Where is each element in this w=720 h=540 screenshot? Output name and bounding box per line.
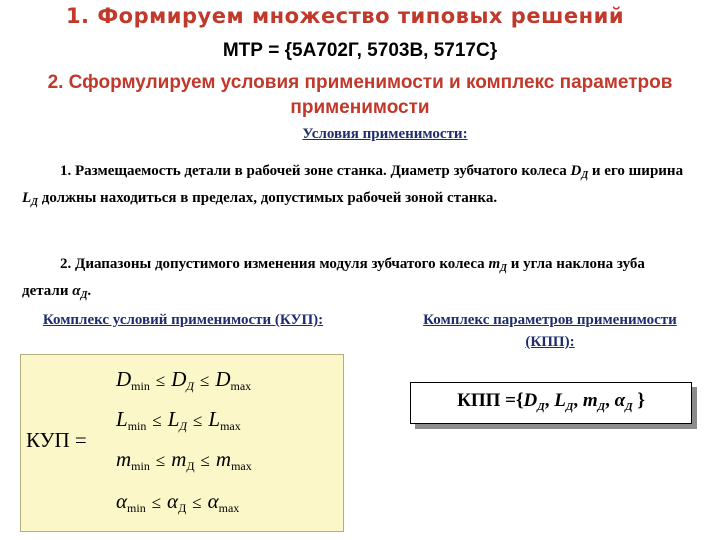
heading-step-1: 1. Формируем множество типовых решений: [65, 4, 625, 28]
row-le: ≤: [155, 371, 166, 390]
kup-row-diameter: [116, 367, 251, 394]
para2-text-a: 2. Диапазоны допустимого изменения модуля зубчатого колеса: [60, 256, 489, 272]
kpp-sep: ,: [544, 390, 555, 411]
kpp-var: L: [554, 390, 566, 411]
para2-text-b: и угла наклона зуба детали: [22, 256, 645, 299]
kpp-var: D: [523, 390, 538, 411]
para1-sub-d: Д: [581, 170, 589, 181]
kpp-sep: ,: [605, 390, 615, 411]
row-min: min: [131, 379, 150, 393]
row-var: L: [116, 407, 128, 431]
kpp-sep: ,: [573, 390, 583, 411]
row-le: ≤: [200, 451, 210, 470]
row-max: max: [220, 419, 241, 433]
kpp-suffix: }: [637, 390, 645, 411]
row-le: ≤: [200, 371, 210, 390]
kpp-sub: Д: [537, 401, 545, 413]
kpp-prefix: КПП ={: [457, 390, 524, 411]
condition-paragraph-1: [22, 160, 692, 214]
kpp-var: m: [582, 390, 598, 411]
para2-var-m: m: [488, 256, 501, 272]
row-var: D: [116, 367, 132, 391]
row-le: ≤: [151, 493, 162, 512]
kup-row-width: [116, 407, 241, 434]
para1-sub-l: Д: [31, 197, 39, 208]
para2-sub-m: Д: [500, 263, 507, 274]
kup-row-angle: [116, 489, 239, 516]
row-max: max: [218, 501, 240, 515]
row-min: min: [131, 459, 150, 473]
conditions-title: Условия применимости:: [302, 126, 468, 142]
row-max: max: [231, 459, 252, 473]
row-var: D: [171, 367, 187, 391]
para1-var-d: D: [570, 163, 582, 179]
row-le: ≤: [152, 411, 162, 430]
row-var: m: [116, 447, 132, 471]
kup-title: Комплекс условий применимости (КУП):: [42, 312, 324, 328]
para2-var-alpha: α: [72, 283, 81, 299]
condition-paragraph-2: [22, 253, 692, 307]
para1-text-a: 1. Размещаемость детали в рабочей зоне станка. Диаметр зубчатого колеса: [60, 163, 571, 179]
para2-sub-alpha: Д: [80, 290, 88, 301]
kpp-formula: [410, 390, 692, 413]
row-sub: Д: [186, 379, 194, 393]
kup-row-module: [116, 447, 252, 474]
row-max: max: [230, 379, 252, 393]
row-var: L: [167, 407, 180, 431]
row-sub: Д: [186, 459, 195, 473]
para1-var-l: L: [22, 190, 32, 206]
row-le: ≤: [192, 493, 202, 512]
row-var: m: [215, 447, 232, 471]
row-le: ≤: [155, 451, 166, 470]
para2-text-c: .: [87, 283, 92, 299]
row-var: α: [116, 489, 128, 513]
row-sub: Д: [179, 419, 188, 433]
row-le: ≤: [193, 411, 203, 430]
heading-step-2: 2. Сформулируем условия применимости и комплекс параметров применимости: [47, 72, 673, 118]
kpp-title: Комплекс параметров применимости (КПП):: [423, 312, 677, 350]
row-var: D: [215, 367, 231, 391]
kpp-var: α: [614, 390, 626, 411]
row-var: m: [171, 447, 187, 471]
kpp-sub: Д: [625, 401, 633, 413]
para1-text-c: должны находиться в пределах, допустимых рабочей зоной станка.: [38, 190, 498, 206]
para1-text-b: и его ширина: [588, 163, 684, 179]
row-sub: Д: [178, 501, 187, 515]
row-min: min: [127, 501, 146, 515]
row-var: α: [207, 489, 219, 513]
kpp-sub: Д: [597, 401, 606, 413]
row-min: min: [127, 419, 147, 433]
mtp-set-line: МТР = {5А702Г, 5703В, 5717С}: [222, 40, 498, 61]
kup-label: КУП =: [26, 428, 87, 452]
row-var: α: [167, 489, 179, 513]
row-var: L: [208, 407, 221, 431]
kpp-sub: Д: [565, 401, 574, 413]
